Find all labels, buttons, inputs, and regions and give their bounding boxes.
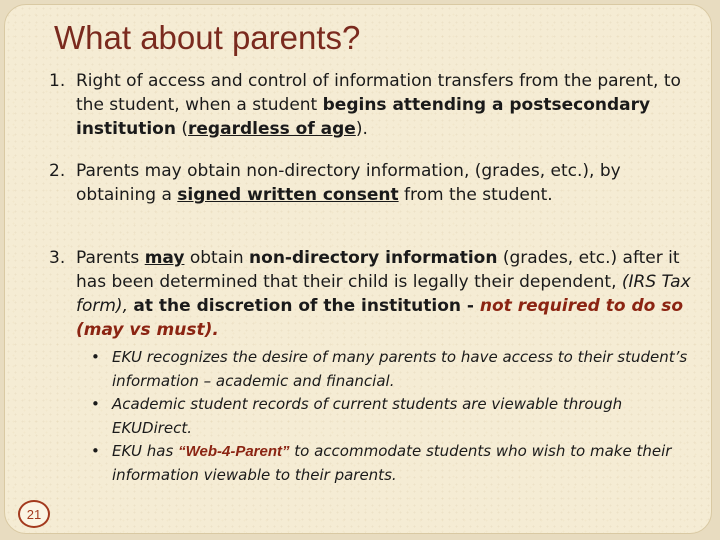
bullet-item-1 [91, 346, 691, 393]
underlined-bold-text: may [144, 248, 185, 268]
text-run: Parents may obtain non-directory information, (grades, etc.), by obtaining a [76, 161, 621, 205]
bullet-list [91, 346, 691, 487]
bold-text: begins attending a postsecondary institution [76, 95, 651, 139]
item-text [76, 159, 699, 207]
list-item-2 [49, 159, 699, 207]
text-run: (grades, etc.) after it has been determined that their child is legally their dependent, [76, 248, 680, 292]
bullet-item-2 [91, 393, 691, 440]
bullet-icon: • [91, 395, 100, 413]
bullet-icon: • [91, 348, 100, 366]
bullet-text: EKU has [112, 442, 179, 460]
text-run: ( [175, 119, 189, 139]
bullet-text: EKU recognizes the desire of many parents to have access to their student’s information – academic and financial. [112, 348, 688, 390]
bullet-icon: • [91, 442, 100, 460]
page-number: 21 [18, 500, 50, 528]
item-number: 3. [49, 248, 66, 268]
bullet-item-3 [91, 440, 691, 487]
italic-text: (IRS Tax form), [76, 272, 691, 316]
item-number: 2. [49, 161, 66, 181]
bullet-text: Academic student records of current students are viewable through EKUDirect. [112, 395, 623, 437]
item-number: 1. [49, 71, 66, 91]
text-run: obtain [184, 248, 250, 268]
text-run: Parents [76, 248, 145, 268]
text-run: Right of access and control of information transfers from the parent, to the student, when a student [76, 71, 681, 115]
underlined-bold-text: regardless of age [188, 119, 356, 139]
text-run: from the student. [398, 185, 553, 205]
text-run: ). [355, 119, 368, 139]
bold-text: at the discretion of the institution - [133, 296, 480, 316]
web-4-parent-label: “Web-4-Parent” [178, 443, 290, 460]
list-item-3 [49, 246, 699, 342]
underlined-bold-text: signed written consent [177, 185, 399, 205]
list-item-1 [49, 69, 699, 141]
item-text [76, 69, 699, 141]
slide-title: What about parents? [54, 19, 361, 56]
bullet-text: to accommodate students who wish to make their information viewable to their parents. [112, 442, 672, 484]
red-italic-text: not required to do so (may vs must). [76, 296, 684, 340]
bold-text: non-directory information [249, 248, 498, 268]
item-text [76, 246, 699, 342]
slide [4, 4, 712, 534]
